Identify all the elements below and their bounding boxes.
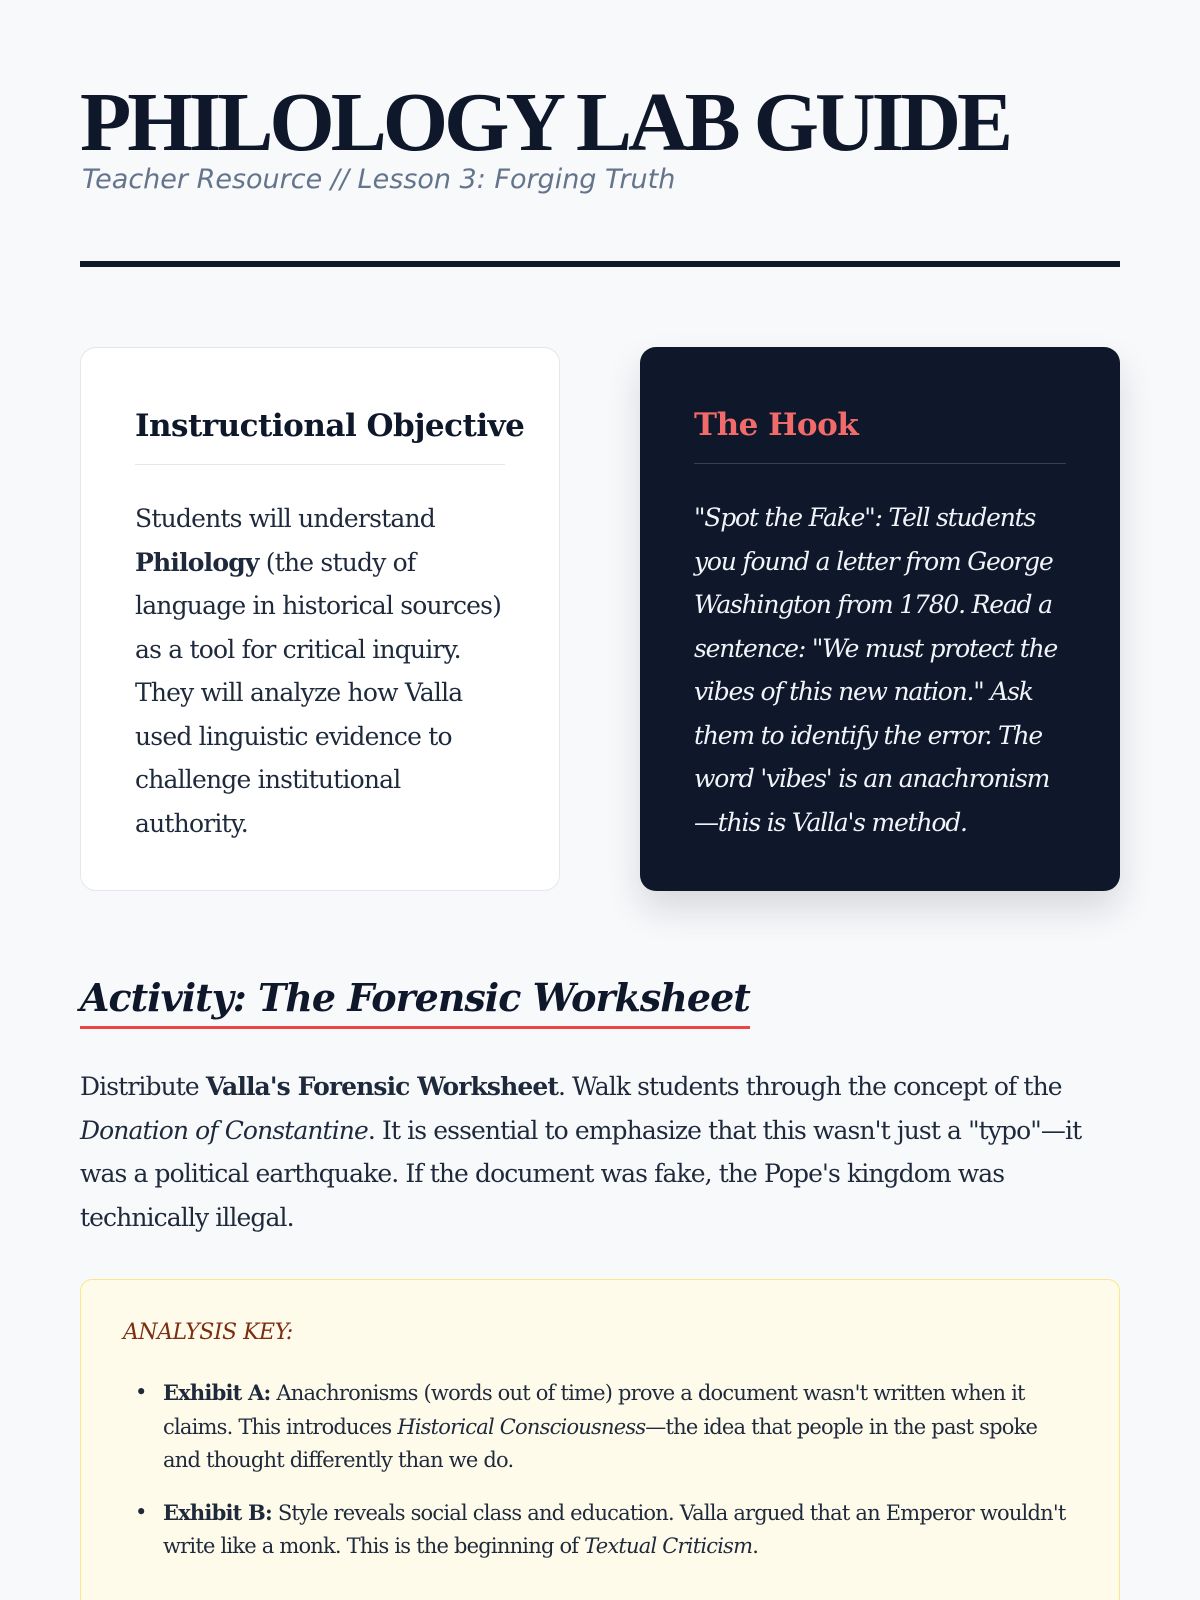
activity-text-mid: . Walk students through the concept of the	[558, 1072, 1062, 1101]
analysis-key-list	[123, 1376, 1075, 1564]
hook-title: The Hook	[694, 405, 1066, 464]
exhibit-term: Textual Criticism	[584, 1534, 753, 1558]
objective-body-intro: Students will understand	[135, 504, 435, 533]
activity-paragraph	[80, 1065, 1120, 1239]
worksheet-name: Valla's Forensic Worksheet	[205, 1072, 559, 1101]
exhibit-label: Exhibit A:	[163, 1380, 271, 1405]
hook-body: "Spot the Fake": Tell students you found a letter from George Washington from 1780. Read a sentence: "We must protect the vibes of this new nation." Ask them to identify the error. The word 'vibes' is an anachronism—this is Valla's method.	[694, 503, 1058, 837]
header-divider	[80, 261, 1120, 267]
activity-text-intro: Distribute	[80, 1072, 206, 1101]
page-title: PHILOLOGY LAB GUIDE	[80, 76, 1010, 169]
activity-title: Activity: The Forensic Worksheet	[80, 972, 750, 1029]
page-subtitle: Teacher Resource // Lesson 3: Forging Truth	[82, 164, 676, 195]
activity-text-rest: . It is essential to emphasize that this wasn't just a "typo"—it was a political earthquake. If the document was fake, the Pope's kingdom was technically illegal.	[80, 1115, 1082, 1232]
objective-term: Philology	[135, 547, 259, 577]
list-item	[123, 1496, 1075, 1564]
bullet-icon: •	[135, 1380, 147, 1404]
exhibit-text: Style reveals social class and education. Valla argued that an Emperor wouldn't write like a monk. This is the beginning of	[163, 1500, 1066, 1558]
analysis-key-box	[80, 1279, 1120, 1600]
exhibit-text: Anachronisms (words out of time) prove a document wasn't written when it claims. This introduces	[163, 1381, 1025, 1439]
exhibit-term: Historical Consciousness	[397, 1414, 646, 1439]
exhibit-text-end: —the idea that people in the past spoke and thought differently than we do.	[163, 1414, 1038, 1472]
document-name: Donation of Constantine	[80, 1115, 368, 1145]
analysis-key-title: ANALYSIS KEY:	[123, 1320, 293, 1345]
exhibit-label: Exhibit B:	[163, 1499, 272, 1525]
exhibit-text-end: .	[752, 1534, 759, 1558]
hook-card	[640, 347, 1120, 891]
list-item	[123, 1376, 1075, 1478]
objective-body	[135, 497, 505, 845]
objective-card	[80, 347, 560, 891]
bullet-icon: •	[135, 1499, 147, 1524]
objective-title: Instructional Objective	[135, 406, 505, 465]
objective-body-rest: (the study of language in historical sources) as a tool for critical inquiry. They will analyze how Valla used linguistic evidence to challenge institutional authority.	[135, 547, 502, 838]
